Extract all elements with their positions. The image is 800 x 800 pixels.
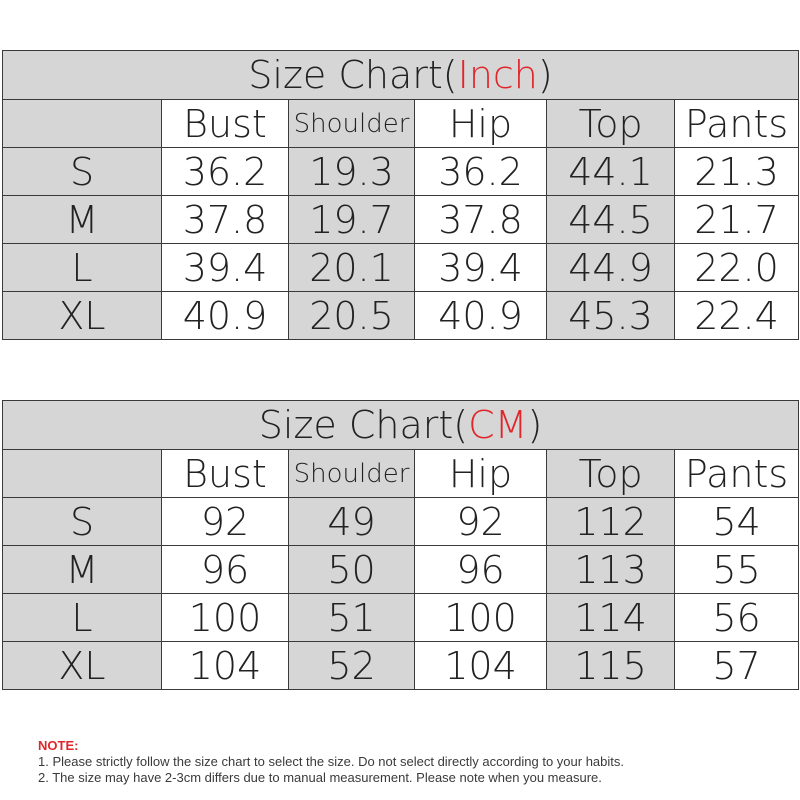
table-cell: 37.8 — [162, 196, 289, 244]
table-cell: 19.3 — [289, 148, 415, 196]
size-label: S — [3, 148, 162, 196]
table-cell: 49 — [289, 498, 415, 546]
table-cell: 52 — [289, 642, 415, 690]
table-row — [3, 642, 799, 690]
table-cell: 44.9 — [547, 244, 675, 292]
table-cell: 100 — [162, 594, 289, 642]
table-row — [3, 498, 799, 546]
note-section — [38, 738, 798, 786]
table-cell: 96 — [415, 546, 547, 594]
table-cell: 57 — [675, 642, 799, 690]
size-chart-inch — [2, 50, 799, 340]
size-label: L — [3, 244, 162, 292]
table-cell: 22.4 — [675, 292, 799, 340]
size-label: XL — [3, 642, 162, 690]
table-cell: 55 — [675, 546, 799, 594]
table-cell: 56 — [675, 594, 799, 642]
table-row — [3, 292, 799, 340]
table-cell: 104 — [162, 642, 289, 690]
table-cell: 20.5 — [289, 292, 415, 340]
column-header-row — [3, 100, 799, 148]
table-row — [3, 546, 799, 594]
table-cell: 96 — [162, 546, 289, 594]
table-cell: 39.4 — [415, 244, 547, 292]
column-header-shoulder: Shoulder — [289, 100, 415, 148]
column-header-hip: Hip — [415, 450, 547, 498]
column-header-bust: Bust — [162, 100, 289, 148]
size-label: XL — [3, 292, 162, 340]
table-cell: 51 — [289, 594, 415, 642]
table-cell: 50 — [289, 546, 415, 594]
column-header-row — [3, 450, 799, 498]
column-header-pants: Pants — [675, 450, 799, 498]
chart-title: Size Chart(Inch) — [3, 51, 799, 100]
table-cell: 39.4 — [162, 244, 289, 292]
table-cell: 113 — [547, 546, 675, 594]
size-label: L — [3, 594, 162, 642]
table-cell: 45.3 — [547, 292, 675, 340]
table-row — [3, 594, 799, 642]
column-header-top: Top — [547, 450, 675, 498]
table-cell: 21.7 — [675, 196, 799, 244]
column-header-hip: Hip — [415, 100, 547, 148]
table-cell: 40.9 — [162, 292, 289, 340]
table-cell: 40.9 — [415, 292, 547, 340]
table-row — [3, 148, 799, 196]
note-title: NOTE: — [38, 738, 79, 753]
column-header-bust: Bust — [162, 450, 289, 498]
size-label: M — [3, 546, 162, 594]
table-cell: 44.5 — [547, 196, 675, 244]
table-cell: 114 — [547, 594, 675, 642]
table-cell: 37.8 — [415, 196, 547, 244]
size-chart-cm — [2, 400, 799, 690]
corner-cell — [3, 450, 162, 498]
table-row — [3, 196, 799, 244]
column-header-top: Top — [547, 100, 675, 148]
chart-title-row — [3, 401, 799, 450]
table-cell: 54 — [675, 498, 799, 546]
table-cell: 100 — [415, 594, 547, 642]
table-cell: 92 — [162, 498, 289, 546]
table-cell: 36.2 — [415, 148, 547, 196]
size-label: S — [3, 498, 162, 546]
table-cell: 20.1 — [289, 244, 415, 292]
note-line: 1. Please strictly follow the size chart to select the size. Do not select directly according to your habits. — [38, 754, 624, 769]
table-cell: 115 — [547, 642, 675, 690]
table-cell: 104 — [415, 642, 547, 690]
size-label: M — [3, 196, 162, 244]
corner-cell — [3, 100, 162, 148]
table-row — [3, 244, 799, 292]
note-line: 2. The size may have 2-3cm differs due to manual measurement. Please note when you measure. — [38, 770, 602, 785]
table-cell: 36.2 — [162, 148, 289, 196]
unit-label: Inch — [457, 53, 538, 97]
chart-title-row — [3, 51, 799, 100]
table-cell: 19.7 — [289, 196, 415, 244]
table-cell: 22.0 — [675, 244, 799, 292]
unit-label: CM — [468, 403, 528, 447]
chart-title: Size Chart(CM) — [3, 401, 799, 450]
table-cell: 44.1 — [547, 148, 675, 196]
table-cell: 21.3 — [675, 148, 799, 196]
column-header-pants: Pants — [675, 100, 799, 148]
column-header-shoulder: Shoulder — [289, 450, 415, 498]
table-cell: 92 — [415, 498, 547, 546]
table-cell: 112 — [547, 498, 675, 546]
